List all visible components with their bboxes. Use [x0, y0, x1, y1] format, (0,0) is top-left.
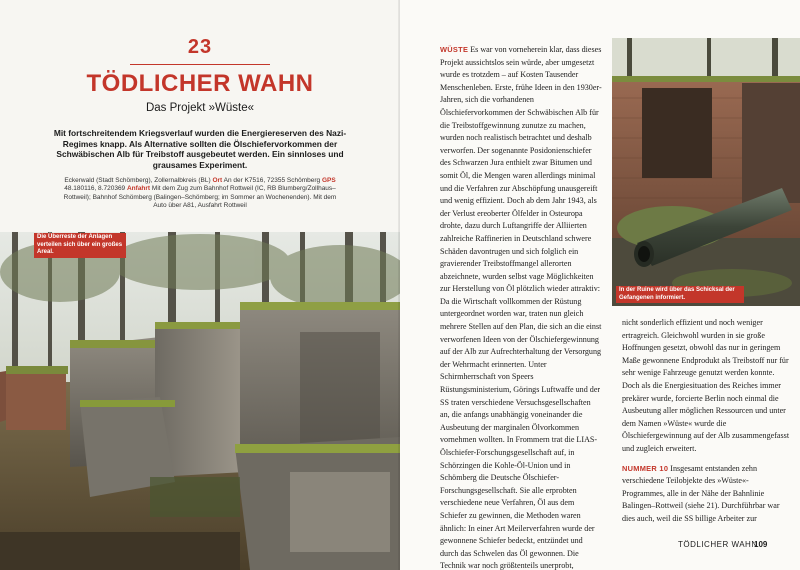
section-lead-nummer-10: NUMMER 10	[622, 463, 669, 473]
section-lead-wueste: WÜSTE	[440, 45, 469, 54]
info-anfahrt-label: Anfahrt	[126, 185, 151, 193]
info-anfahrt-value: Mit dem Zug zum Bahnhof Rottweil (IC, RB Blumberg/Zollhaus–Rottweil); Bahnhof Schömberg (Balingen–Schömberg; im Sommer an Wochenenden). Mit dem Auto über A81, Ausfahrt Rottweil	[63, 185, 337, 210]
body-paragraph-1: Es war von vorneherein klar, dass dieses Projekt aussichtslos sein würde, aber umgesetzt wurde es trotzdem – auf Kosten Tausender Menschenleben. Erste, frühe Ideen in den 1930er-Jahren, sich die vorhandenen Ölschiefervorkommen der Schwäbischen Alb für die Treibstoffgewinnung zunutze zu machen, wurden noch realistisch betrachtet und deshalb verworfen. Der sogenannte Posidonienschiefer des Schwarzen Jura enthielt zwar Bitumen und somit Öl, die Mengen waren allerdings minimal und die Verfahren zur Abschöpfung unausgereift und wenig effizient. Doch ab dem Jahr 1943, als der Verlust ereoberter Ölfelder in Osteuropa drohte, dazu durch Luftangriffe der Alliierten zahlreiche Raffinerien in Deutschland schwere Schäden davontrugen und sich folglich ein gravierender Treibstoffmangel allerorten abzeichnete, wurden selbst vage Möglichkeiten zur Herstellung von Öl plötzlich wieder attraktiv: Da die Wirtschaft vollkommen der Rüstung untergeordnet worden war, traten nun gleich mehrere Stellen auf den Plan, die sich an die einst verworfenen Ideen von der Ölschiefergewinnung auf der Alb zur Aufrechterhaltung der Versorgung der Wehrmacht erinnerten. Unter Schirmherrschaft von Speers Rüstungsministerium, Görings Luftwaffe und der SS traten verschiedene Versuchsgesellschaften an, die anfangs unabhängig voneinander die Ausbeutung der marginalen Ölvorkommen vornehmen wollten. In Frommern trat die LIAS-Ölschiefer-Forschungsgesellschaft auf, in Schörzingen die Kohle-Öl-Union und in Schömberg die Deutsche Ölschiefer-Forschungsgesellschaft. Sie alle erprobten verschiedene neue Verfahren, Öl aus dem Schiefer zu gewinnen, die Methoden waren ähnlich: In einer Art Meilerverfahren wurde der gewonnene Schiefer bedeckt, entzündet und durch das Schwelen das Öl gewonnen. Die Technik war noch größtenteils unerprobt,	[440, 45, 602, 570]
caption-right-photo: In der Ruine wird über das Schicksal der Gefangenen informiert.	[616, 286, 744, 303]
info-box	[60, 177, 340, 211]
chapter-divider	[130, 64, 270, 65]
info-ort-label: Ort	[212, 177, 223, 184]
page-number: 109	[754, 540, 768, 549]
chapter-intro: Mit fortschreitendem Kriegsverlauf wurden die Energiereserven des Nazi-Regimes knapp. Als Alternative sollten die Ölschiefervorkommen der Schwäbischen Alb für Treibstoff ausgebeutet werden. Ein sinnloses und grausames Experiment.	[53, 128, 347, 170]
chapter-title: TÖDLICHER WAHN	[86, 70, 314, 97]
info-gps-label: GPS	[321, 177, 336, 184]
photo-ruins-forest	[0, 232, 400, 570]
chapter-number: 23	[187, 36, 213, 58]
text-column-2	[622, 317, 790, 526]
info-ort-value: An der K7516, 72355 Schömberg	[223, 177, 321, 184]
running-title: TÖDLICHER WAHN	[678, 540, 758, 549]
text-column-1	[440, 44, 602, 570]
forest-ruins-illustration	[0, 232, 400, 570]
body-paragraph-1-continued: nicht sonderlich effizient und noch weniger ertragreich. Gleichwohl wurden in sie große Hoffnungen gesetzt, obwohl das nur in geringem Maße gewonnene Endprodukt als Treibstoff nur für sehr wenige Fahrzeuge genutzt werden konnte. Doch als die Energiesituation des Reiches immer prekärer wurde, forcierte Berlin noch einmal die Ausbeutung aller möglichen Ressourcen und unter dem Namen »Wüste« wurde die Ölschiefergewinnung auf der Alb zusammengefasst und zugleich erweitert.	[622, 318, 790, 453]
caption-left-photo: Die Überreste der Anlagen verteilen sich über ein großes Areal.	[34, 233, 126, 258]
body-paragraph-2-text: Insgesamt entstanden zehn verschiedene Teilobjekte des »Wüste«-Programmes, alle in der Nähe der Bahnlinie Balingen–Rottweil (siehe 21). Durchführbar war dies auch, weil die SS billige Arbeiter zur	[622, 463, 780, 523]
photo-ruin-pipe	[612, 38, 800, 306]
body-paragraph-2	[622, 463, 790, 526]
info-location: Eckerwald (Stadt Schömberg), Zollernalbkreis (BL)	[64, 177, 211, 184]
ruin-pipe-illustration	[612, 38, 800, 306]
info-gps-value: 48.180116, 8.720369	[64, 185, 126, 193]
chapter-subtitle: Das Projekt »Wüste«	[145, 102, 254, 114]
